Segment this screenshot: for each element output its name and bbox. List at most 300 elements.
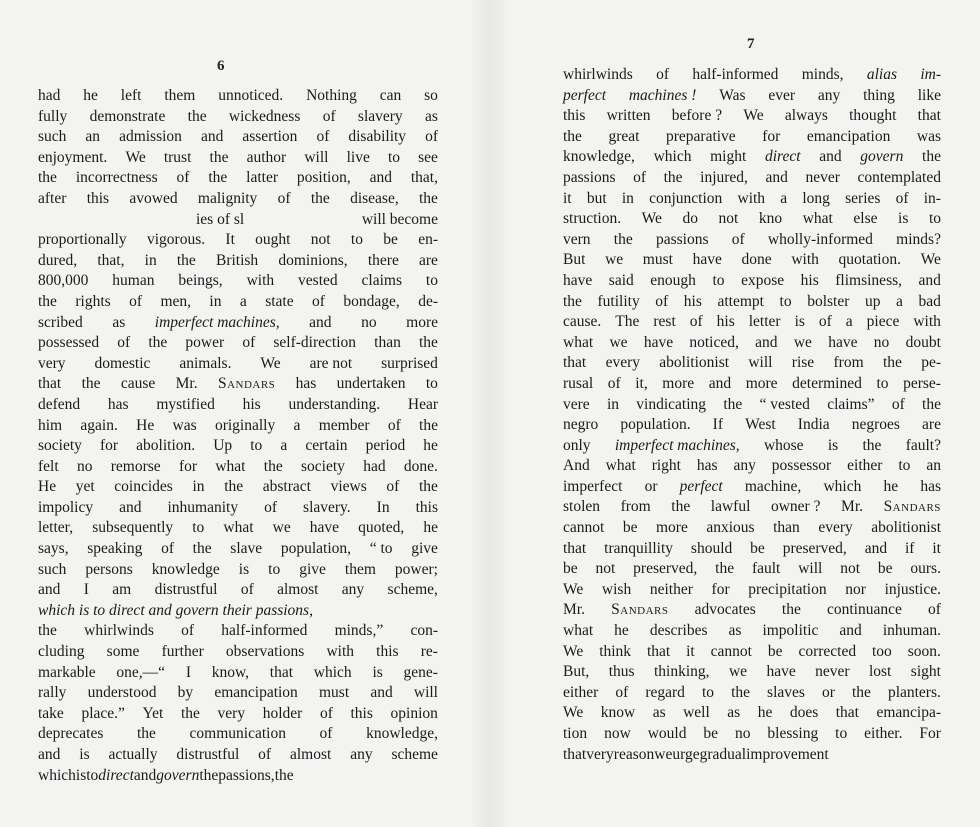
word: either — [847, 457, 883, 475]
word: proportionally — [38, 231, 127, 249]
text-line — [38, 724, 438, 745]
word: cause — [120, 375, 156, 393]
word: We — [125, 148, 146, 166]
word: certain — [305, 437, 348, 455]
word: speaking — [87, 540, 143, 558]
word: as — [652, 704, 666, 722]
word: not — [840, 560, 861, 578]
word: almost — [277, 581, 319, 599]
word: emancipation — [214, 684, 298, 702]
word: planters. — [887, 683, 941, 701]
word: from — [833, 354, 864, 372]
word: from — [620, 498, 651, 516]
word: knowledge, — [563, 148, 635, 166]
text-line — [563, 436, 941, 457]
word: minds, — [801, 66, 844, 83]
word: British — [215, 251, 259, 269]
word: vere — [563, 395, 590, 413]
word: to — [898, 457, 911, 475]
word: We — [563, 704, 584, 722]
word: the — [137, 725, 156, 743]
word: have — [766, 663, 796, 681]
word: the — [81, 375, 101, 393]
word: what — [215, 457, 246, 475]
text-line — [38, 663, 438, 684]
word: it — [686, 642, 695, 660]
word: has — [920, 477, 941, 495]
text-line — [563, 250, 941, 271]
text-line — [38, 539, 438, 560]
word: disease, — [350, 189, 399, 207]
text-line — [563, 106, 941, 127]
word: it, — [635, 374, 648, 392]
word: such — [38, 560, 67, 578]
word: no — [361, 313, 377, 331]
text-line — [563, 683, 941, 704]
text-line — [38, 518, 438, 539]
word: distrustful — [154, 581, 218, 599]
word: and — [133, 766, 157, 784]
word: to — [350, 231, 363, 249]
word: imperfect — [563, 477, 623, 495]
word: He — [38, 478, 57, 496]
word: place.” — [81, 704, 125, 722]
word: enough — [650, 271, 696, 289]
word: knowledge — [151, 560, 220, 578]
text-line — [38, 210, 438, 231]
word: is — [238, 560, 250, 578]
word: what — [223, 519, 254, 537]
word: of — [258, 746, 272, 763]
word: improvement — [746, 745, 829, 763]
word: of — [264, 498, 278, 516]
word: there — [367, 251, 399, 269]
word: and — [370, 684, 393, 702]
word: abolition. — [136, 437, 196, 455]
word: rise — [791, 354, 815, 372]
text-line — [38, 313, 438, 334]
word: with — [737, 189, 766, 207]
word: no — [873, 333, 890, 351]
text-line — [563, 395, 941, 416]
word: thought — [849, 107, 897, 125]
text-line — [38, 477, 438, 498]
text-line — [38, 271, 438, 292]
word: series — [845, 189, 881, 207]
word: of — [891, 395, 905, 413]
word: in — [192, 478, 205, 496]
word: bondage, — [343, 292, 400, 310]
word: society — [38, 437, 82, 455]
word: of — [386, 478, 400, 496]
text-line — [563, 518, 941, 539]
word: that — [563, 539, 587, 557]
word: direct — [764, 148, 801, 166]
text-line — [38, 395, 438, 416]
word: or — [644, 477, 658, 495]
word: the — [38, 292, 57, 310]
text-line — [563, 580, 941, 601]
word: whirlwinds — [84, 622, 154, 640]
word: live — [346, 148, 370, 166]
word: thinking, — [653, 663, 710, 681]
word: the — [922, 148, 941, 166]
word: passions — [563, 168, 616, 186]
text-line — [38, 86, 438, 107]
word: animals. — [179, 354, 232, 372]
word: done — [741, 251, 772, 269]
word: a — [239, 292, 247, 310]
word: the — [263, 457, 283, 475]
text-line — [563, 292, 941, 313]
text-line — [38, 292, 438, 313]
word: doubt — [905, 333, 941, 351]
word: noticed, — [689, 333, 739, 351]
word: describes — [649, 622, 708, 640]
text-line — [38, 333, 438, 354]
word: in- — [923, 189, 941, 207]
word: It — [225, 231, 235, 249]
word: Up — [213, 437, 233, 455]
word: and — [918, 271, 941, 289]
word: remorse — [110, 457, 161, 475]
word: to — [425, 375, 438, 393]
word: with — [246, 272, 275, 290]
text-line — [563, 477, 941, 498]
word: done. — [403, 457, 438, 475]
word: that — [835, 704, 859, 722]
word: self-direction — [273, 334, 357, 352]
text-line — [38, 683, 438, 704]
word: we — [793, 333, 812, 351]
word: am — [112, 581, 132, 599]
text-line — [38, 127, 438, 148]
word: that — [563, 354, 587, 372]
word: holder — [262, 704, 303, 722]
text-line — [563, 209, 941, 230]
word: cannot — [710, 642, 752, 660]
word: injured, — [700, 168, 748, 186]
text-line — [38, 148, 438, 169]
word: we — [654, 745, 673, 763]
word: the — [781, 601, 801, 619]
word: If — [712, 416, 723, 434]
word: no — [734, 725, 751, 742]
text-line — [38, 580, 438, 601]
word: perfect — [563, 86, 607, 104]
word: wickedness — [228, 107, 301, 125]
word: any — [733, 457, 756, 475]
word: some — [106, 643, 140, 661]
word: assertion — [242, 128, 298, 146]
word: for — [99, 437, 119, 455]
word: the — [310, 189, 330, 207]
word: We — [260, 354, 281, 372]
text-line — [563, 271, 941, 292]
text-line — [563, 147, 941, 168]
word: of — [607, 374, 621, 392]
word: always — [784, 107, 828, 125]
word: vindicating — [636, 395, 707, 413]
word: to — [268, 560, 281, 578]
word: sight — [910, 663, 941, 681]
word: domestic — [94, 354, 151, 372]
word: regard — [645, 683, 685, 701]
word: dured, — [38, 251, 78, 269]
word: and — [839, 622, 862, 640]
word: know, — [211, 663, 250, 681]
text-line — [38, 354, 438, 375]
word: the — [208, 169, 228, 187]
word: Sandars — [611, 601, 669, 619]
word: of — [316, 128, 330, 146]
word: be — [703, 725, 719, 742]
word: of — [731, 230, 745, 248]
word: no — [76, 457, 93, 475]
word: govern — [156, 766, 200, 784]
word: the — [199, 766, 219, 784]
word: We — [641, 210, 662, 228]
word: actually — [108, 746, 158, 763]
word: imperfect machines, — [614, 436, 740, 454]
word: of — [176, 169, 190, 187]
word: defend — [38, 395, 81, 413]
word: will — [748, 354, 773, 372]
text-line — [563, 559, 941, 580]
word: cause. — [563, 313, 602, 331]
word: any — [341, 581, 365, 599]
right-page — [490, 0, 980, 827]
word: them — [344, 560, 376, 578]
word: that — [38, 375, 62, 393]
word: every — [605, 354, 640, 372]
word: lost — [868, 663, 892, 681]
word: his — [242, 395, 261, 413]
word: very — [586, 745, 614, 763]
word: blessing — [767, 725, 819, 742]
text-line — [38, 621, 438, 642]
word: to — [876, 374, 889, 392]
word: half-informed — [221, 622, 308, 640]
word: the — [209, 148, 229, 166]
word: of — [655, 292, 669, 310]
word: disability — [348, 128, 407, 146]
word: will become — [361, 210, 438, 228]
word: machines ! — [628, 86, 697, 104]
word: power; — [394, 560, 438, 578]
word: which — [823, 477, 862, 495]
word: be — [767, 642, 783, 660]
word: do — [682, 210, 698, 228]
word: can — [379, 87, 402, 104]
word: is — [75, 766, 87, 784]
word: must — [642, 251, 673, 269]
word: state — [265, 292, 294, 310]
word: has — [696, 457, 718, 475]
word: passions — [655, 230, 709, 248]
word: have — [563, 271, 593, 289]
word: mystified — [156, 395, 215, 413]
word: to — [701, 683, 715, 701]
word: I — [83, 581, 89, 599]
word: He — [136, 416, 155, 434]
text-line — [563, 168, 941, 189]
text-line — [38, 745, 438, 766]
word: his — [683, 292, 702, 310]
text-line — [563, 230, 941, 251]
word: or — [821, 683, 835, 701]
word: not — [718, 210, 739, 228]
text-line — [38, 251, 438, 272]
word: Mr. — [841, 498, 863, 516]
text-line — [563, 189, 941, 210]
word: Mr. — [175, 375, 198, 393]
text-line — [38, 498, 438, 519]
word: should — [690, 539, 733, 557]
word: never — [815, 663, 850, 681]
word: im- — [920, 66, 941, 83]
word: and — [765, 168, 788, 186]
word: have — [309, 519, 340, 537]
word: vigorous. — [146, 231, 206, 249]
word: else — [853, 210, 878, 228]
word: futility — [597, 292, 640, 310]
word: he — [883, 477, 899, 495]
word: almost — [289, 746, 332, 763]
word: is — [898, 210, 909, 228]
word: de- — [418, 292, 438, 310]
word: of — [161, 540, 174, 558]
word: and — [309, 313, 332, 331]
word: abolitionist — [871, 519, 941, 537]
word: “ to — [369, 540, 393, 558]
word: opinion — [390, 704, 438, 722]
word: to — [192, 519, 205, 537]
word: slaves — [767, 683, 805, 701]
word: For — [919, 725, 941, 742]
word: en- — [418, 231, 438, 249]
word: beings, — [178, 272, 223, 290]
text-line — [563, 745, 941, 766]
word: yet — [75, 478, 95, 496]
word: that — [646, 642, 671, 660]
word: Sandars — [883, 498, 941, 516]
text-line — [563, 127, 941, 148]
word: surprised — [381, 354, 438, 372]
word: rusal — [563, 374, 594, 392]
word: the — [148, 334, 168, 352]
word: originally — [214, 416, 276, 434]
word: like — [917, 86, 941, 104]
text-line — [563, 312, 941, 333]
word: nor — [845, 580, 866, 598]
word: whose — [763, 436, 804, 454]
text-line — [563, 65, 941, 86]
word: advocates — [694, 601, 756, 619]
word: know — [600, 704, 636, 722]
word: this — [563, 107, 586, 125]
word: well — [683, 704, 710, 722]
word: than — [773, 519, 800, 537]
word: only — [563, 436, 591, 454]
word: stolen — [563, 498, 601, 516]
word: precipitation — [748, 580, 827, 598]
word: we — [272, 519, 291, 537]
word: views — [330, 478, 367, 496]
word: what — [563, 622, 594, 640]
word: again. — [80, 416, 118, 434]
word: as — [112, 313, 126, 331]
word: impolitic — [762, 622, 819, 640]
word: one,—“ — [116, 663, 166, 681]
word: We — [563, 642, 584, 660]
word: alias — [866, 66, 897, 83]
word: not — [310, 231, 331, 249]
word: with — [913, 313, 941, 331]
word: that, — [97, 251, 125, 269]
word: will — [798, 560, 823, 578]
word: are — [419, 251, 438, 269]
word: Nothing — [306, 87, 357, 104]
word: claims” — [827, 395, 875, 413]
word: a — [780, 189, 788, 207]
word: impolicy — [38, 498, 94, 516]
word: the — [38, 622, 57, 640]
word: slavery — [357, 107, 403, 125]
word: it — [563, 189, 572, 207]
word: wholly-informed — [767, 230, 873, 248]
word: see — [418, 148, 438, 166]
word: and — [38, 581, 61, 599]
word: as — [425, 107, 438, 125]
word: that — [563, 745, 587, 763]
word: very — [38, 354, 66, 372]
word: very — [217, 704, 246, 722]
word: period — [365, 437, 406, 455]
word: what — [802, 210, 833, 228]
word: would — [647, 725, 687, 742]
word: give — [299, 560, 326, 578]
word: tion — [563, 725, 588, 742]
word: But — [563, 251, 586, 269]
word: slave — [230, 540, 263, 558]
word: is — [372, 663, 383, 681]
word: an — [85, 128, 101, 146]
word: negro — [563, 416, 599, 434]
word: to — [425, 272, 438, 290]
word: letter, — [38, 519, 74, 537]
word: scheme — [391, 746, 438, 763]
word: as — [727, 704, 741, 722]
word: thing — [863, 86, 895, 104]
word: the — [419, 416, 438, 434]
word: negroes — [851, 416, 900, 434]
word: of — [425, 128, 438, 146]
word: his — [716, 313, 735, 331]
word: perse- — [903, 374, 941, 392]
word: and — [819, 148, 842, 166]
word: such — [38, 128, 67, 146]
word: author — [246, 148, 287, 166]
word: think — [599, 642, 632, 660]
word: The — [615, 313, 640, 331]
word: the — [723, 395, 743, 413]
word: the — [180, 704, 200, 722]
text-line — [38, 168, 438, 189]
right-page-number: 7 — [747, 36, 755, 52]
word: corrected — [798, 642, 857, 660]
word: persons — [85, 560, 133, 578]
